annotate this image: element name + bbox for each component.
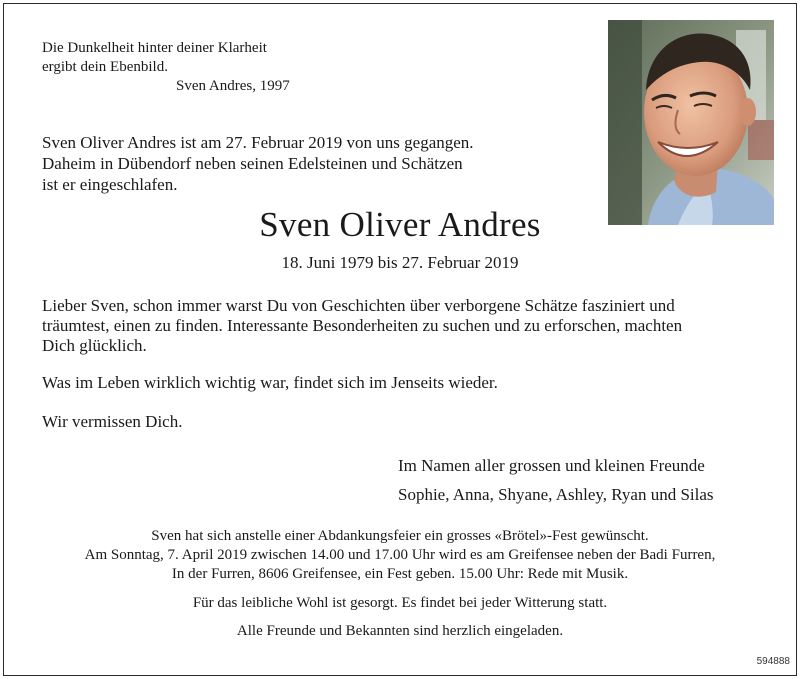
quote-line: Die Dunkelheit hinter deiner Klarheit [42, 40, 267, 56]
tribute-line: träumtest, einen zu finden. Interessante Besonderheiten zu suchen und zu erforschen, machten [42, 316, 683, 335]
quote-author: Sven Andres, 1997 [176, 78, 290, 94]
intro-line: Sven Oliver Andres ist am 27. Februar 2019 von uns gegangen. [42, 133, 474, 152]
event-food-note: Für das leibliche Wohl ist gesorgt. Es findet bei jeder Witterung statt. [192, 595, 608, 611]
tribute-paragraph [42, 296, 762, 356]
event-notice [0, 527, 800, 641]
intro-line: Daheim in Dübendorf neben seinen Edelsteinen und Schätzen [42, 154, 463, 173]
signature-block [398, 451, 714, 509]
reference-number: 594888 [756, 656, 790, 667]
intro-line: ist er eingeschlafen. [42, 175, 178, 194]
tribute-line: Dich glücklich. [42, 336, 147, 355]
signature-intro: Im Namen aller grossen und kleinen Freunde [398, 456, 705, 475]
life-dates: 18. Juni 1979 bis 27. Februar 2019 [281, 253, 519, 272]
quote-line: ergibt dein Ebenbild. [42, 59, 168, 75]
tribute-closing: Wir vermissen Dich. [42, 412, 183, 431]
portrait-illustration [608, 20, 774, 225]
event-invitation: Alle Freunde und Bekannten sind herzlich eingeladen. [236, 623, 564, 639]
deceased-name: Sven Oliver Andres [259, 205, 541, 244]
announcement-intro [42, 132, 474, 195]
event-line: In der Furren, 8606 Greifensee, ein Fest geben. 15.00 Uhr: Rede mit Musik. [171, 566, 629, 582]
tribute-line: Lieber Sven, schon immer warst Du von Geschichten über verborgene Schätze fasziniert und [42, 296, 675, 315]
event-line: Am Sonntag, 7. April 2019 zwischen 14.00 und 17.00 Uhr wird es am Greifensee neben der Badi Furren, [84, 547, 716, 563]
signature-names: Sophie, Anna, Shyane, Ashley, Ryan und Silas [398, 485, 714, 504]
tribute-sentence: Was im Leben wirklich wichtig war, findet sich im Jenseits wieder. [42, 373, 498, 392]
portrait-photo [608, 20, 774, 225]
epigraph-quote [42, 39, 290, 96]
event-line: Sven hat sich anstelle einer Abdankungsfeier ein grosses «Brötel»-Fest gewünscht. [151, 528, 649, 544]
